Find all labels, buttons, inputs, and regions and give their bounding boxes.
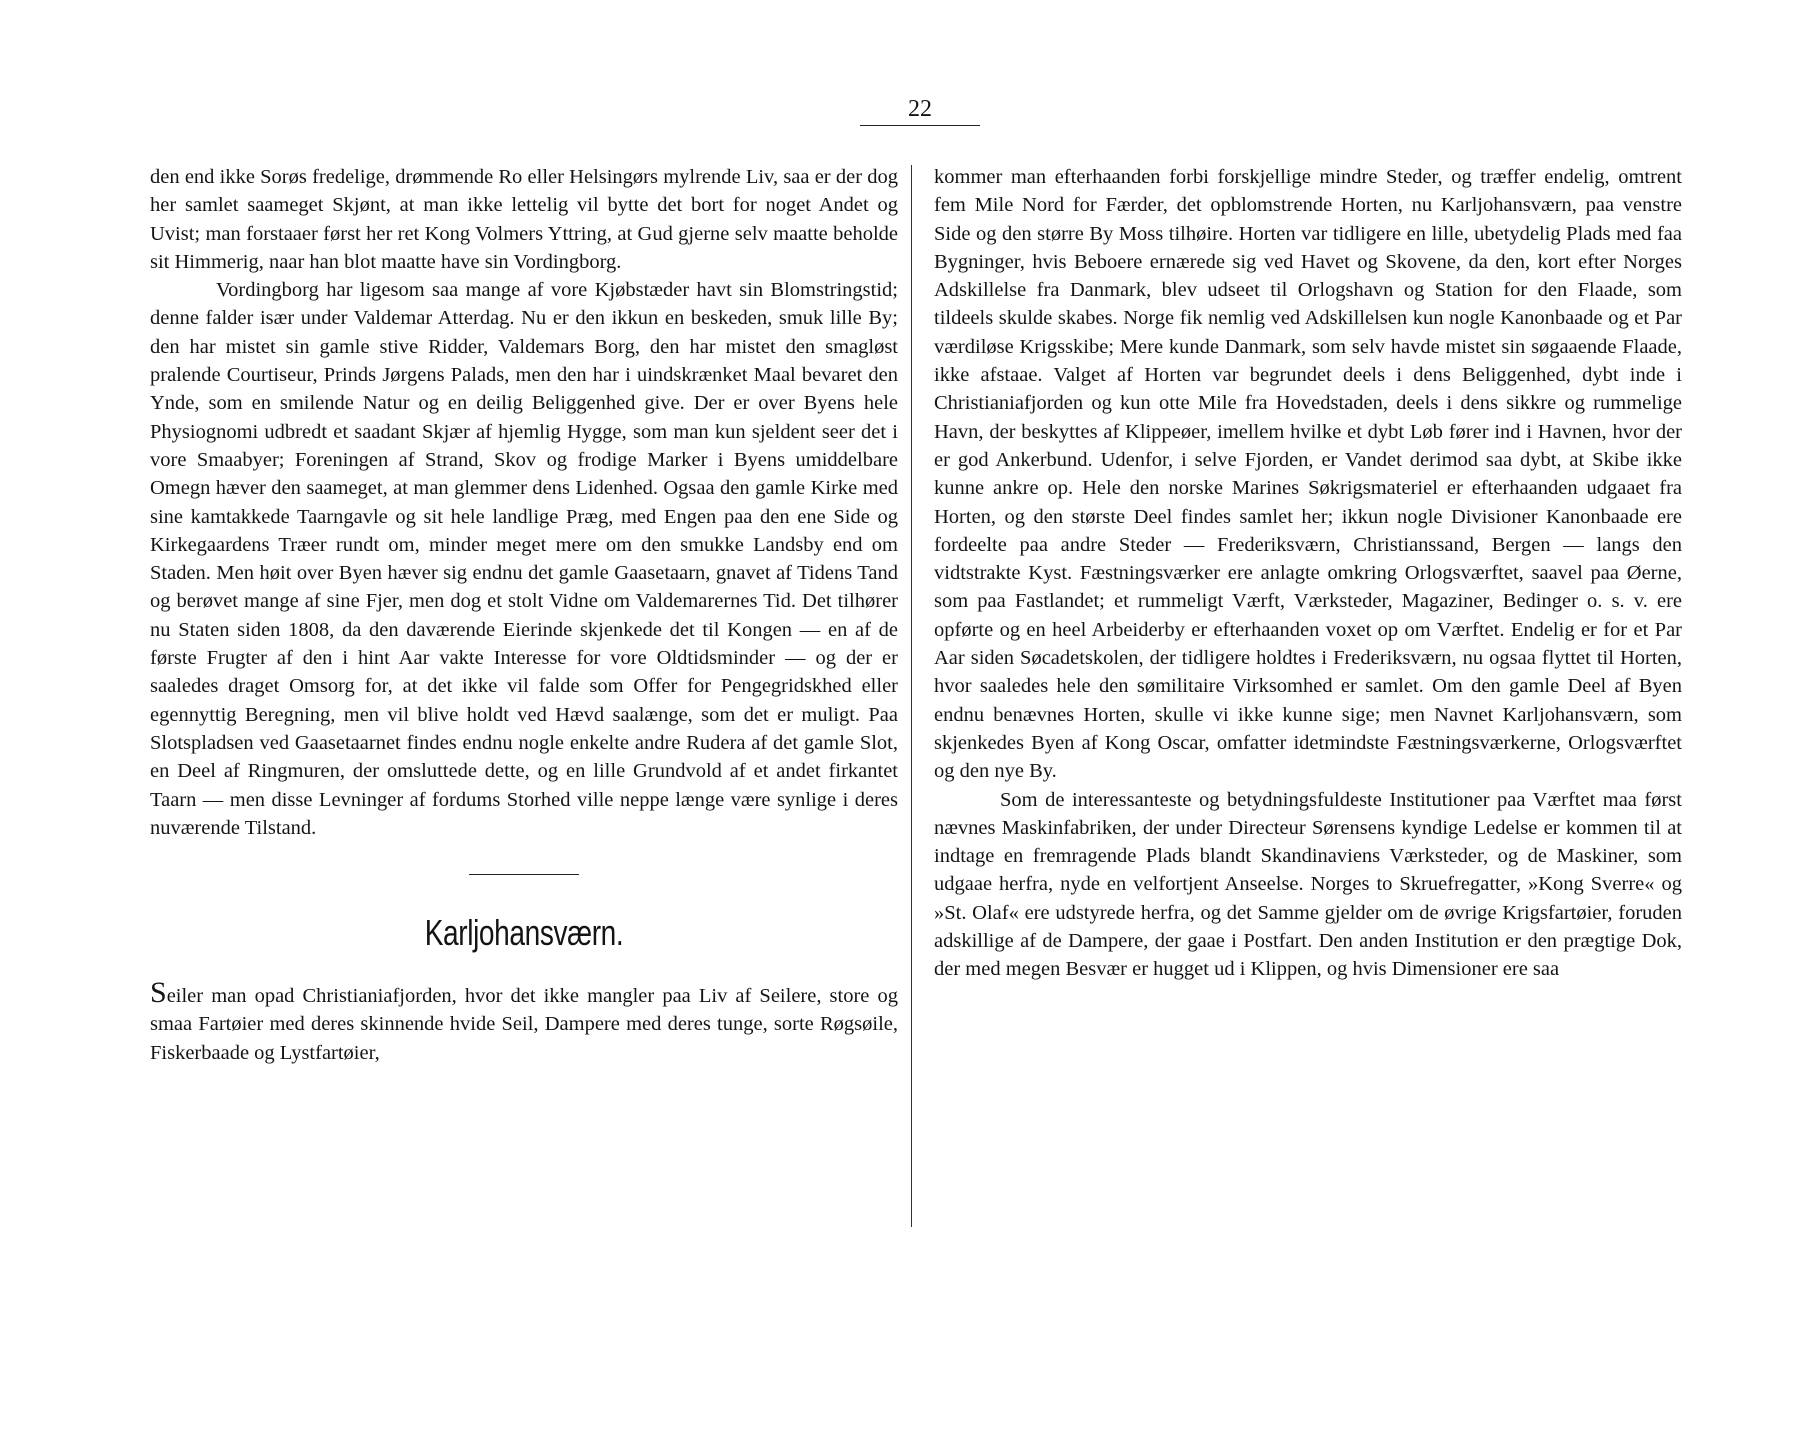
page-number: 22 xyxy=(908,96,932,122)
left-paragraph-1: den end ikke Sorøs fredelige, drømmende Ro eller Helsingørs mylrende Liv, saa er der dog her samlet saameget Skjønt, at man ikke lettelig vil bytte det bort for noget Andet og Uvist; man forstaaer først her ret Kong Volmers Yttring, at Gud gjerne selv maatte beholde sit Himmerig, naar han blot maatte have sin Vordingborg. xyxy=(150,166,898,273)
left-paragraph-2: Vordingborg har ligesom saa mange af vore Kjøbstæder havt sin Blomstringstid; denne falder især under Valdemar Atterdag. Nu er den ikkun en beskeden, smuk lille By; den har mistet sin gamle stive Ridder, Valdemars Borg, den har mistet den smagløst pralende Courtiseur, Prinds Jørgens Palads, men den har i uindskrænket Maal bevaret den Ynde, som en smilende Natur og en deilig Beliggenhed give. Der er over Byens hele Physiognomi udbredt et saadant Skjær af hjemlig Hygge, som man kun sjeldent seer det i vore Smaabyer; Foreningen af Strand, Skov og frodige Marker i Byens umiddelbare Omegn hæver den saameget, at man glemmer dens Lidenhed. Ogsaa den gamle Kirke med sine kamtakkede Taarngavle og sit hele landlige Præg, med Engen paa den ene Side og Kirkegaardens Træer rundt om, minder meget mere om den smukke Landsby end om Staden. Men høit over Byen hæver sig endnu det gamle Gaasetaarn, gnavet af Tidens Tand og berøvet mange af sine Fjer, men dog et stolt Vidne om Valdemarernes Tid. Det tilhører nu Staten siden 1808, da den daværende Eierinde skjenkede det til Kongen — en af de første Frugter af den i hint Aar vakte Interesse for vore Oldtidsminder — og der er saaledes draget Omsorg for, at det ikke vil falde som Offer for Pengegridskhed eller egennyttig Beregning, men vil blive holdt ved Hævd saalænge, som det er muligt. Paa Slotspladsen ved Gaasetaarnet findes endnu nogle enkelte andre Rudera af det gamle Slot, en Deel af Ringmuren, der omsluttede dette, og en lille Grundvold af et andet firkantet Taarn — men disse Levninger af fordums Storhed ville neppe længe være synlige i deres nuværende Tilstand. xyxy=(150,279,898,839)
left-paragraph-3: Seiler man opad Christianiafjorden, hvor det ikke mangler paa Liv af Seilere, store og smaa Fartøier med deres skinnende hvide Seil, Dampere med deres tunge, sorte Røgsøile, Fiskerbaade og Lystfartøier, xyxy=(150,976,898,1064)
right-paragraph-1: kommer man efterhaanden forbi forskjellige mindre Steder, og træffer endelig, omtrent fem Mile Nord for Færder, det opblomstrende Horten, nu Karljohansværn, paa venstre Side og den større By Moss tilhøire. Horten var tidligere en lille, ubetydelig Plads med faa Bygninger, hvis Beboere ernærede sig ved Havet og Skovene, da den, kort efter Norges Adskillelse fra Danmark, blev udseet til Orlogshavn og Station for den Flaade, som tildeels skulde skabes. Norge fik nemlig ved Adskillelsen kun nogle Kanonbaade og et Par værdiløse Krigsskibe; Mere kunde Danmark, som selv havde mistet sin søgaaende Flaade, ikke afstaae. Valget af Horten var begrundet deels i dens Beliggenhed, dybt inde i Christianiafjorden og kun otte Mile fra Hovedstaden, deels i dens sikkre og rummelige Havn, der beskyttes af Klippeøer, imellem hvilke et dybt Løb fører ind i Havnen, hvor der er god Ankerbund. Udenfor, i selve Fjorden, er Vandet derimod saa dybt, at Skibe ikke kunne ankre op. Hele den norske Marines Søkrigsmateriel er efterhaanden udgaaet fra Horten, og den største Deel findes samlet her; ikkun nogle Divisioner Kanonbaade ere fordeelte paa andre Steder — Frederiksværn, Christianssand, Bergen — langs den vidtstrakte Kyst. Fæstningsværker ere anlagte omkring Orlogsværftet, saavel paa Øerne, som paa Fastlandet; et rummeligt Værft, Værksteder, Magaziner, Bedinger o. s. v. ere opførte og en heel Arbeiderby er efterhaanden voxet op om Værftet. Endelig er for et Par Aar siden Søcadetskolen, der tidligere holdtes i Frederiksværn, nu ogsaa flyttet til Horten, hvor saaledes hele den sømilitaire Virksomhed er samlet. Om den gamle Deel af Byen endnu benævnes Horten, skulle vi ikke kunne sige; men Navnet Karljohansværn, som skjenkedes Byen af Kong Oscar, omfatter idetmindste Fæstningsværkerne, Orlogsværftet og den nye By. xyxy=(934,166,1682,783)
header-rule xyxy=(860,125,980,126)
right-column xyxy=(934,163,1682,984)
section-divider xyxy=(469,874,579,875)
left-column xyxy=(150,163,898,1067)
page-header xyxy=(0,95,1800,135)
right-paragraph-2: Som de interessanteste og betydningsfuldeste Institutioner paa Værftet maa først nævnes Maskinfabriken, der under Directeur Sørensens kyndige Ledelse er kommen til at indtage en fremragende Plads blandt Skandinaviens Værksteder, og de Maskiner, som udgaae herfra, nyde en velfortjent Anseelse. Norges to Skruefregatter, »Kong Sverre« og »St. Olaf« ere udstyrede herfra, og det Samme gjelder om de øvrige Krigsfartøier, foruden adskillige af de Dampere, der gaae i Postfart. Den anden Institution er den prægtige Dok, der med megen Besvær er hugget ud i Klippen, og hvis Dimensioner ere saa xyxy=(934,788,1682,981)
column-divider xyxy=(911,165,912,1227)
section-title: Karljohansværn. xyxy=(424,912,624,954)
